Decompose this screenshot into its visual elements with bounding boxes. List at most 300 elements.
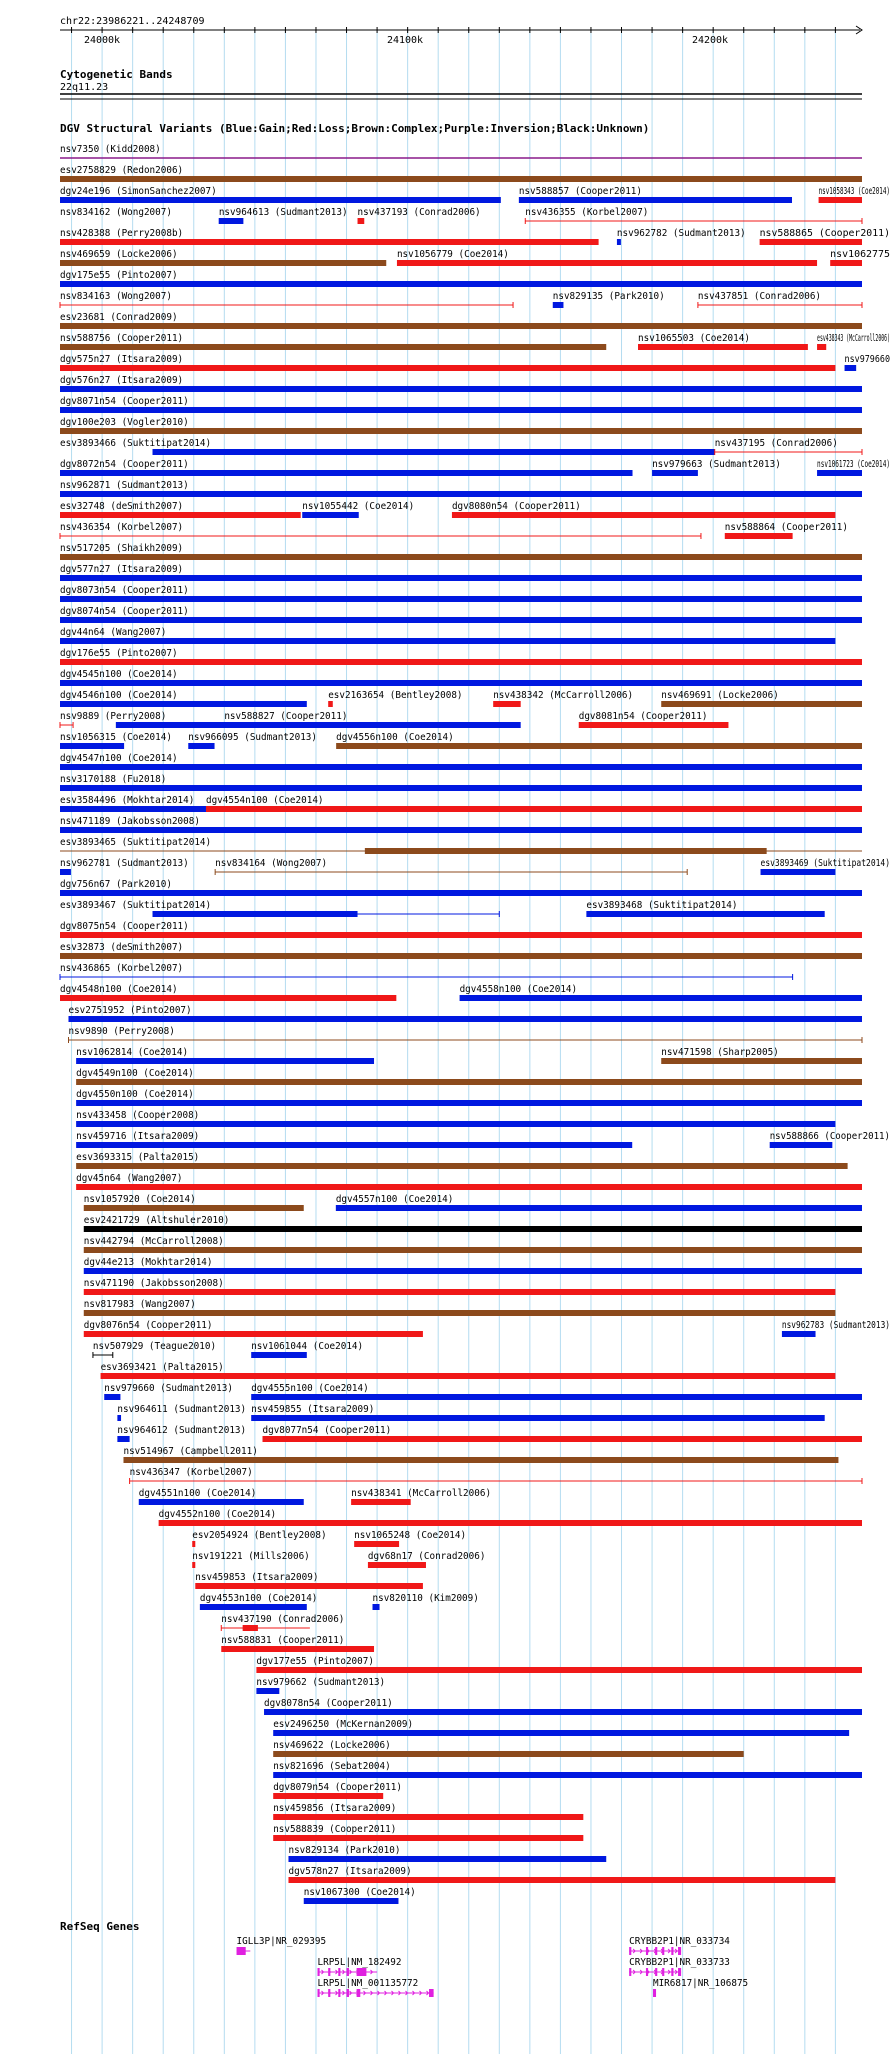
sv-label: nsv438342 (McCarroll2006) (493, 690, 634, 701)
sv-feature[interactable] (123, 1446, 838, 1463)
sv-feature[interactable] (288, 1866, 835, 1883)
sv-bar (60, 785, 862, 791)
sv-feature[interactable] (725, 522, 848, 539)
sv-bar (101, 1373, 836, 1379)
sv-feature[interactable] (264, 1698, 862, 1715)
sv-label: nsv1056779 (Coe2014) (396, 249, 509, 260)
sv-label: dgv100e203 (Vogler2010) (60, 417, 189, 428)
sv-bar (84, 1289, 836, 1295)
sv-bar (273, 1814, 583, 1820)
sv-label: nsv1061044 (Coe2014) (251, 1341, 364, 1352)
sv-bar (519, 197, 792, 203)
sv-label: nsv459853 (Itsara2009) (195, 1572, 319, 1583)
sv-label: nsv588827 (Cooper2011) (224, 711, 348, 722)
sv-feature[interactable] (60, 186, 501, 203)
sv-bar (263, 1436, 862, 1442)
gene-exon (318, 1989, 320, 1997)
sv-feature[interactable] (288, 1845, 606, 1862)
sv-feature[interactable] (304, 1887, 416, 1904)
sv-feature[interactable] (525, 207, 862, 224)
sv-feature[interactable] (60, 648, 862, 665)
sv-label: nsv1055442 (Coe2014) (302, 501, 415, 512)
sv-feature[interactable] (273, 1740, 744, 1757)
sv-label: nsv1067300 (Coe2014) (303, 1887, 416, 1898)
sv-feature[interactable] (715, 438, 862, 455)
sv-label: dgv177e55 (Pinto2007) (256, 1656, 374, 1667)
gene-feature[interactable] (237, 1936, 327, 1955)
sv-feature[interactable] (397, 249, 817, 266)
sv-label: dgv8074n54 (Cooper2011) (60, 606, 189, 617)
sv-bar (60, 197, 501, 203)
sv-feature[interactable] (76, 1152, 847, 1169)
sv-feature[interactable] (273, 1761, 862, 1778)
sv-bar (123, 1457, 838, 1463)
sv-bar (60, 575, 862, 581)
gene-exon (671, 1947, 673, 1955)
sv-bar (761, 869, 836, 875)
sv-label: nsv507929 (Teague2010) (92, 1341, 217, 1352)
sv-feature[interactable] (817, 333, 890, 350)
sv-label: esv23681 (Conrad2009) (60, 312, 178, 323)
sv-bar (60, 260, 386, 266)
sv-label: dgv4557n100 (Coe2014) (335, 1194, 454, 1205)
sv-feature[interactable] (130, 1467, 862, 1484)
sv-label: dgv8079n54 (Cooper2011) (273, 1782, 402, 1793)
sv-bar (60, 428, 862, 434)
sv-feature[interactable] (60, 207, 243, 224)
sv-label: nsv437195 (Conrad2006) (714, 438, 838, 449)
gene-exon (347, 1989, 349, 1997)
sv-feature[interactable] (60, 627, 835, 644)
sv-feature[interactable] (60, 669, 862, 686)
sv-label: esv2163654 (Bentley2008) (328, 690, 463, 701)
sv-feature[interactable] (60, 879, 862, 896)
sv-feature[interactable] (104, 1383, 233, 1400)
sv-bar (117, 1436, 129, 1442)
sv-feature[interactable] (159, 1509, 862, 1526)
sv-feature[interactable] (302, 501, 414, 518)
ruler (60, 26, 862, 46)
sv-feature[interactable] (256, 1677, 385, 1694)
sv-label: dgv176e55 (Pinto2007) (60, 648, 178, 659)
gene-feature[interactable] (653, 1978, 748, 1997)
sv-label: nsv1056315 (Coe2014) (60, 732, 172, 743)
sv-bar (192, 1562, 195, 1568)
sv-feature[interactable] (76, 1131, 632, 1148)
sv-label: nsv964612 (Sudmant2013) (117, 1425, 247, 1436)
sv-feature[interactable] (206, 795, 862, 812)
sv-label: nsv517205 (Shaikh2009) (60, 543, 184, 554)
gene-exon (429, 1989, 434, 1997)
sv-label: nsv9889 (Perry2008) (60, 711, 167, 722)
sv-feature[interactable] (60, 585, 862, 602)
sv-bar (188, 743, 214, 749)
sv-feature[interactable] (60, 480, 862, 497)
sv-bar (770, 1142, 833, 1148)
sv-feature[interactable] (84, 1236, 862, 1253)
sv-label: nsv471190 (Jakobsson2008) (83, 1278, 224, 1289)
sv-bar (819, 197, 862, 203)
sv-label: dgv575n27 (Itsara2009) (60, 354, 184, 365)
refseq-track-title: RefSeq Genes (60, 1920, 140, 1933)
sv-label: nsv834162 (Wong2007) (60, 207, 172, 218)
sv-bar (60, 827, 862, 833)
sv-label: nsv588864 (Cooper2011) (724, 522, 848, 533)
sv-feature[interactable] (139, 1488, 304, 1505)
sv-label: dgv8071n54 (Cooper2011) (60, 396, 189, 407)
sv-feature[interactable] (460, 984, 862, 1001)
sv-bar (493, 701, 520, 707)
sv-bar (264, 1709, 862, 1715)
sv-feature[interactable] (84, 1215, 862, 1232)
sv-label: dgv4545n100 (Coe2014) (60, 669, 178, 680)
sv-label: nsv428388 (Perry2008b) (60, 228, 184, 239)
sv-feature[interactable] (819, 186, 890, 203)
cytoband-label: 22q11.23 (60, 82, 109, 93)
sv-feature[interactable] (60, 333, 606, 350)
sv-feature[interactable] (60, 438, 715, 455)
sv-feature[interactable] (60, 375, 862, 392)
sv-feature[interactable] (60, 690, 307, 707)
sv-bar (116, 722, 521, 728)
sv-bar (84, 1247, 862, 1253)
sv-bar (397, 260, 817, 266)
sv-label: dgv8077n54 (Cooper2011) (262, 1425, 392, 1436)
sv-label: nsv834164 (Wong2007) (215, 858, 328, 869)
sv-bar (76, 1121, 835, 1127)
sv-label: nsv834163 (Wong2007) (60, 291, 172, 302)
sv-feature[interactable] (60, 270, 862, 287)
sv-feature[interactable] (60, 774, 862, 791)
sv-bar (373, 1604, 380, 1610)
sv-feature[interactable] (60, 501, 301, 518)
sv-bar (60, 176, 862, 182)
sv-label: dgv4552n100 (Coe2014) (158, 1509, 277, 1520)
sv-bar (76, 1184, 862, 1190)
sv-label: nsv1065248 (Coe2014) (354, 1530, 467, 1541)
sv-feature[interactable] (368, 1551, 486, 1568)
sv-feature[interactable] (60, 249, 386, 266)
dgv-track-title: DGV Structural Variants (Blue:Gain;Red:Loss;Brown:Complex;Purple:Inversion;Black:Unknown) (60, 122, 650, 135)
sv-label: nsv459856 (Itsara2009) (273, 1803, 397, 1814)
sv-feature[interactable] (60, 858, 189, 875)
sv-feature[interactable] (68, 1026, 862, 1043)
sv-feature[interactable] (273, 1803, 583, 1820)
sv-feature[interactable] (76, 1047, 374, 1064)
sv-feature[interactable] (263, 1425, 862, 1442)
sv-feature[interactable] (336, 732, 862, 749)
sv-feature[interactable] (493, 690, 633, 707)
sv-feature[interactable] (60, 228, 599, 245)
sv-label: dgv175e55 (Pinto2007) (60, 270, 178, 281)
sv-bar (273, 1751, 744, 1757)
sv-label: esv3893466 (Suktitipat2014) (60, 438, 212, 449)
sv-feature[interactable] (373, 1593, 479, 1610)
sv-label: nsv471189 (Jakobsson2008) (60, 816, 200, 827)
sv-label: nsv962783 (Sudmant2013) (781, 1320, 890, 1331)
sv-feature[interactable] (60, 165, 862, 182)
sv-bar (60, 344, 606, 350)
sv-label: esv2751952 (Pinto2007) (68, 1005, 192, 1016)
sv-bar (60, 932, 862, 938)
sv-feature[interactable] (60, 900, 499, 917)
sv-bar (192, 1541, 195, 1547)
sv-bar (60, 764, 862, 770)
sv-feature[interactable] (84, 1299, 836, 1316)
sv-bar (273, 1772, 862, 1778)
sv-bar (68, 1016, 862, 1022)
sv-feature[interactable] (60, 291, 513, 308)
sv-label: esv32873 (deSmith2007) (60, 942, 184, 953)
sv-feature[interactable] (60, 312, 862, 329)
sv-feature[interactable] (60, 753, 862, 770)
sv-feature[interactable] (188, 732, 317, 749)
sv-bar (221, 1646, 374, 1652)
sv-feature[interactable] (60, 417, 862, 434)
sv-bar (273, 1730, 849, 1736)
sv-bar (586, 911, 824, 917)
sv-label: esv3584496 (Mokhtar2014) (60, 795, 195, 806)
gene-feature[interactable] (318, 1978, 434, 1997)
sv-feature[interactable] (761, 858, 890, 875)
sv-label: dgv24e196 (SimonSanchez2007) (60, 186, 217, 197)
sv-label: nsv588857 (Cooper2011) (518, 186, 642, 197)
sv-feature[interactable] (452, 501, 835, 518)
sv-bar (60, 512, 301, 518)
sv-label: nsv829135 (Park2010) (552, 291, 665, 302)
sv-label: nsv514967 (Campbell2011) (123, 1446, 258, 1457)
sv-feature[interactable] (817, 459, 890, 476)
sv-bar (351, 1499, 411, 1505)
sv-feature[interactable] (84, 1257, 862, 1274)
ruler-tick-label: 24200k (691, 35, 729, 46)
sv-feature[interactable] (60, 816, 862, 833)
sv-feature[interactable] (60, 354, 835, 371)
sv-feature[interactable] (60, 921, 862, 938)
sv-label: nsv1062775 (830, 249, 890, 260)
sv-feature[interactable] (60, 942, 862, 959)
sv-feature[interactable] (328, 690, 462, 707)
sv-label: nsv817983 (Wang2007) (83, 1299, 196, 1310)
sv-label: dgv4550n100 (Coe2014) (76, 1089, 194, 1100)
sv-feature[interactable] (117, 1404, 246, 1421)
sv-feature[interactable] (221, 1635, 374, 1652)
sv-bar (251, 1415, 824, 1421)
sv-bar (60, 806, 206, 812)
sv-feature[interactable] (60, 606, 862, 623)
sv-feature[interactable] (760, 228, 890, 245)
sv-feature[interactable] (358, 207, 481, 224)
sv-feature[interactable] (219, 207, 348, 224)
sv-bar (60, 953, 862, 959)
sv-label: nsv438341 (McCarroll2006) (351, 1488, 492, 1499)
sv-feature[interactable] (698, 291, 862, 308)
sv-feature[interactable] (60, 396, 862, 413)
sv-label: dgv4551n100 (Coe2014) (138, 1488, 257, 1499)
sv-bar (60, 617, 862, 623)
sv-label: esv3893465 (Suktitipat2014) (60, 837, 212, 848)
sv-label: nsv1061723 (Coe2014) (817, 459, 890, 470)
sv-label: nsv433458 (Cooper2008) (76, 1110, 200, 1121)
cytoband-track (60, 68, 862, 99)
sv-feature[interactable] (192, 1551, 310, 1568)
sv-feature[interactable] (579, 711, 729, 728)
sv-feature[interactable] (101, 1362, 836, 1379)
sv-bar (725, 533, 793, 539)
sv-feature[interactable] (195, 1572, 423, 1589)
gene-feature[interactable] (318, 1957, 402, 1976)
sv-label: esv3893468 (Suktitipat2014) (586, 900, 738, 911)
sv-feature[interactable] (256, 1656, 862, 1673)
gene-label: LRP5L|NM_001135772 (317, 1978, 419, 1989)
refseq-track (237, 1936, 749, 1997)
sv-feature[interactable] (116, 711, 521, 728)
sv-feature[interactable] (60, 522, 701, 539)
sv-label: nsv459855 (Itsara2009) (251, 1404, 375, 1415)
sv-feature[interactable] (60, 564, 862, 581)
sv-feature[interactable] (830, 249, 890, 266)
gene-exon (629, 1947, 631, 1955)
sv-label: nsv979660 (Sudmant2013) (104, 1383, 233, 1394)
sv-label: nsv588866 (Cooper2011) (769, 1131, 890, 1142)
sv-feature[interactable] (661, 690, 862, 707)
sv-label: dgv8073n54 (Cooper2011) (60, 585, 189, 596)
sv-label: nsv588831 (Cooper2011) (221, 1635, 345, 1646)
sv-feature[interactable] (336, 1194, 862, 1211)
sv-label: dgv45n64 (Wang2007) (76, 1173, 183, 1184)
sv-label: dgv8078n54 (Cooper2011) (264, 1698, 393, 1709)
sv-bar (60, 743, 124, 749)
sv-feature[interactable] (76, 1110, 835, 1127)
sv-feature[interactable] (251, 1404, 824, 1421)
sv-label: nsv821696 (Sebat2004) (273, 1761, 391, 1772)
sv-label: nsv829134 (Park2010) (288, 1845, 401, 1856)
sv-label: esv3693315 (Palta2015) (76, 1152, 200, 1163)
sv-label: nsv979663 (Sudmant2013) (652, 459, 781, 470)
sv-label: nsv436347 (Korbel2007) (129, 1467, 253, 1478)
sv-feature[interactable] (60, 144, 862, 158)
sv-feature[interactable] (354, 1530, 466, 1547)
sv-feature[interactable] (273, 1824, 583, 1841)
ruler-tick-label: 24100k (386, 35, 424, 46)
sv-feature[interactable] (215, 858, 687, 875)
sv-label: dgv577n27 (Itsara2009) (60, 564, 184, 575)
sv-bar (219, 218, 243, 224)
sv-label: dgv8072n54 (Cooper2011) (60, 459, 189, 470)
sv-bar (195, 1583, 423, 1589)
sv-bar (60, 554, 862, 560)
sv-label: dgv8076n54 (Cooper2011) (83, 1320, 213, 1331)
sv-label: dgv44e213 (Mokhtar2014) (83, 1257, 213, 1268)
ruler-tick-label: 24000k (83, 35, 121, 46)
sv-label: dgv756n67 (Park2010) (60, 879, 172, 890)
sv-label: esv2758829 (Redon2006) (60, 165, 184, 176)
sv-bar (251, 1394, 862, 1400)
sv-feature[interactable] (93, 1341, 216, 1358)
sv-feature[interactable] (638, 333, 808, 350)
sv-bar (845, 365, 857, 371)
sv-feature[interactable] (845, 354, 890, 371)
sv-feature[interactable] (661, 1047, 862, 1064)
sv-label: dgv4558n100 (Coe2014) (459, 984, 578, 995)
sv-label: dgv8081n54 (Cooper2011) (578, 711, 708, 722)
sv-feature[interactable] (117, 1425, 246, 1442)
sv-bar (652, 470, 698, 476)
sv-feature[interactable] (84, 1278, 836, 1295)
gene-exon (318, 1968, 320, 1976)
sv-label: nsv459716 (Itsara2009) (76, 1131, 200, 1142)
sv-feature[interactable] (519, 186, 792, 203)
sv-label: nsv820110 (Kim2009) (372, 1593, 479, 1604)
sv-feature[interactable] (273, 1719, 849, 1736)
sv-feature[interactable] (652, 459, 781, 476)
sv-bar (760, 239, 862, 245)
gene-feature[interactable] (629, 1957, 730, 1976)
sv-bar (304, 1898, 399, 1904)
sv-feature[interactable] (553, 291, 665, 308)
sv-feature[interactable] (770, 1131, 890, 1148)
sv-bar (84, 1310, 836, 1316)
sv-bar (60, 638, 835, 644)
gene-exon (678, 1947, 681, 1955)
gene-exon (646, 1947, 648, 1955)
sv-bar (358, 218, 365, 224)
sv-feature[interactable] (273, 1782, 402, 1799)
sv-feature[interactable] (60, 543, 862, 560)
sv-label: esv3893467 (Suktitipat2014) (60, 900, 212, 911)
sv-feature[interactable] (84, 1320, 423, 1337)
sv-label: esv2421729 (Altshuler2010) (83, 1215, 230, 1226)
sv-bar (153, 449, 715, 455)
sv-bar (579, 722, 729, 728)
sv-bar (251, 1352, 307, 1358)
sv-feature[interactable] (60, 795, 206, 812)
sv-bar (817, 344, 826, 350)
sv-bar (830, 260, 862, 266)
sv-bar (617, 239, 621, 245)
sv-feature[interactable] (351, 1488, 491, 1505)
sv-feature[interactable] (84, 1194, 304, 1211)
sv-bar (84, 1331, 423, 1337)
sv-feature[interactable] (192, 1530, 326, 1547)
sv-label: dgv4556n100 (Coe2014) (336, 732, 454, 743)
sv-feature[interactable] (617, 228, 746, 245)
sv-label: esv2054924 (Bentley2008) (192, 1530, 327, 1541)
sv-bar (200, 1604, 307, 1610)
sv-feature[interactable] (782, 1320, 890, 1337)
sv-bar (60, 239, 599, 245)
sv-label: dgv8080n54 (Cooper2011) (451, 501, 581, 512)
sv-bar (243, 1625, 258, 1631)
sv-label: nsv1065503 (Coe2014) (638, 333, 750, 344)
sv-feature[interactable] (586, 900, 824, 917)
sv-feature[interactable] (60, 732, 172, 749)
sv-label: esv3893469 (Suktitipat2014) (760, 858, 890, 869)
sv-feature[interactable] (251, 1383, 862, 1400)
sv-feature[interactable] (68, 1005, 862, 1022)
sv-label: nsv3170188 (Fu2018) (60, 774, 167, 785)
sv-feature[interactable] (60, 837, 862, 854)
gene-label: LRP5L|NM_182492 (317, 1957, 402, 1968)
sv-feature[interactable] (200, 1593, 318, 1610)
sv-bar (553, 302, 564, 308)
sv-label: dgv4555n100 (Coe2014) (251, 1383, 369, 1394)
sv-bar (60, 386, 862, 392)
sv-feature[interactable] (221, 1614, 344, 1631)
sv-bar (76, 1142, 632, 1148)
sv-feature[interactable] (60, 984, 396, 1001)
gene-feature[interactable] (629, 1936, 730, 1955)
